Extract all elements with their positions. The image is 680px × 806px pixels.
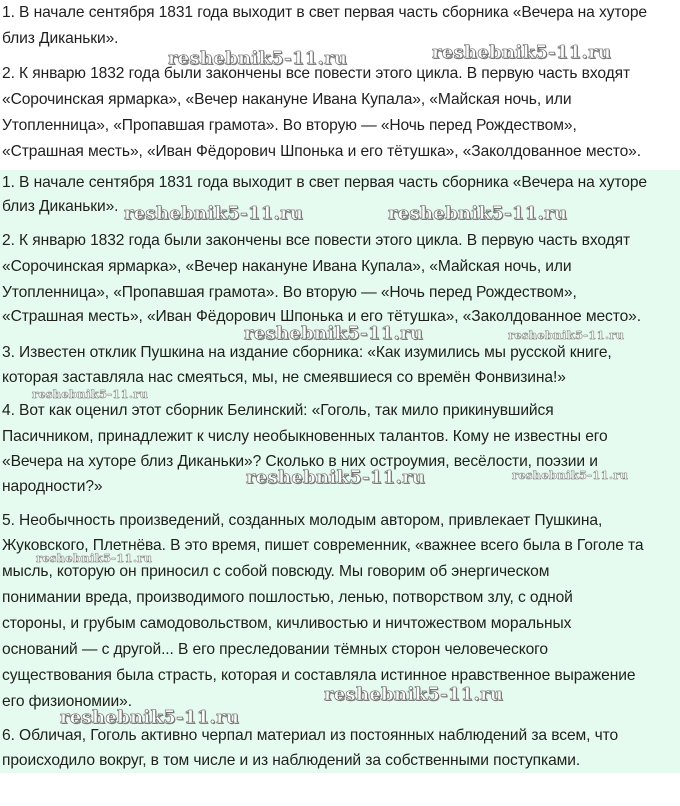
watermark-text: reshebnik5-11.ru [168, 48, 348, 69]
bottom-line-8: которая заставляла нас смеяться, мы, не смеявшиеся со времён Фонвизина!» [2, 369, 566, 386]
bottom-line-7: 3. Известен отклик Пушкина на издание сборника: «Как изумились мы русской книге, [2, 344, 612, 361]
top-line-1: 1. В начале сентября 1831 года выходит в свет первая часть сборника «Вечера на хуторе [2, 4, 647, 21]
bottom-line-5: Утопленница», «Пропавшая грамота». Во вторую — «Ночь перед Рождеством», [2, 284, 577, 301]
top-text-block [0, 0, 680, 170]
bottom-line-19: существования была страсть, которая и составляла истинное нравственное выражение [2, 667, 636, 684]
bottom-line-11: «Вечера на хуторе близ Диканьки»? Сколько в них остроумия, весёлости, поэзии и [2, 453, 598, 470]
bottom-line-12: народности?» [2, 478, 103, 495]
watermark-text: reshebnik5-11.ru [246, 467, 426, 488]
watermark-text: reshebnik5-11.ru [512, 468, 629, 482]
watermark-text: reshebnik5-11.ru [124, 203, 304, 224]
bottom-line-10: Пасичником, принадлежит к числу необыкновенных талантов. Кому не известны его [2, 428, 608, 445]
top-line-3: 2. К январю 1832 года были закончены все повести этого цикла. В первую часть входят [2, 65, 630, 82]
bottom-line-22: происходило вокруг, в том числе и из наблюдений за собственными поступками. [2, 752, 581, 769]
bottom-line-21: 6. Обличая, Гоголь активно черпал материал из постоянных наблюдений за всем, что [2, 727, 619, 744]
watermark-text: reshebnik5-11.ru [508, 328, 625, 342]
bottom-line-16: понимании вреда, производимого пошлостью, ленью, потворством злу, с одной [2, 589, 573, 606]
watermark-text: reshebnik5-11.ru [324, 684, 504, 705]
bottom-line-14: Жуковского, Плетнёва. В это время, пишет современник, «важнее всего была в Гоголе та [2, 537, 644, 554]
bottom-line-13: 5. Необычность произведений, созданных молодым автором, привлекает Пушкина, [2, 512, 603, 529]
bottom-line-4: «Сорочинская ярмарка», «Вечер накануне Ивана Купала», «Майская ночь, или [2, 258, 572, 275]
top-line-6: «Страшная месть», «Иван Фёдорович Шпонька и его тётушка», «Заколдованное место». [2, 143, 641, 160]
watermark-text: reshebnik5-11.ru [36, 551, 153, 565]
top-line-2: близ Диканьки». [2, 30, 119, 47]
bottom-line-17: стороны, и грубым самодовольством, кичливостью и ничтожеством моральных [2, 615, 572, 632]
watermark-text: reshebnik5-11.ru [32, 387, 149, 401]
watermark-text: reshebnik5-11.ru [244, 323, 424, 344]
watermark-text: reshebnik5-11.ru [388, 203, 568, 224]
bottom-text-block [0, 170, 680, 773]
bottom-line-9: 4. Вот как оценил этот сборник Белинский: «Гоголь, так мило прикинувшийся [2, 402, 554, 419]
bottom-line-3: 2. К январю 1832 года были закончены все повести этого цикла. В первую часть входят [2, 232, 630, 249]
bottom-line-2: близ Диканьки». [2, 198, 119, 215]
watermark-text: reshebnik5-11.ru [432, 42, 612, 63]
watermark-text: reshebnik5-11.ru [60, 707, 240, 728]
bottom-line-6: «Страшная месть», «Иван Фёдорович Шпонька и его тётушка», «Заколдованное место». [2, 308, 641, 325]
bottom-line-15: мысль, которую он приносил с собой повсюду. Мы говорим об энергическом [2, 563, 550, 580]
bottom-line-18: оснований — с другой... В его преследовании тёмных сторон человеческого [2, 641, 548, 658]
bottom-line-20: его физиономии». [2, 693, 132, 710]
top-line-4: «Сорочинская ярмарка», «Вечер накануне Ивана Купала», «Майская ночь, или [2, 91, 572, 108]
bottom-line-1: 1. В начале сентября 1831 года выходит в свет первая часть сборника «Вечера на хуторе [2, 174, 647, 191]
top-line-5: Утопленница», «Пропавшая грамота». Во вторую — «Ночь перед Рождеством», [2, 117, 577, 134]
